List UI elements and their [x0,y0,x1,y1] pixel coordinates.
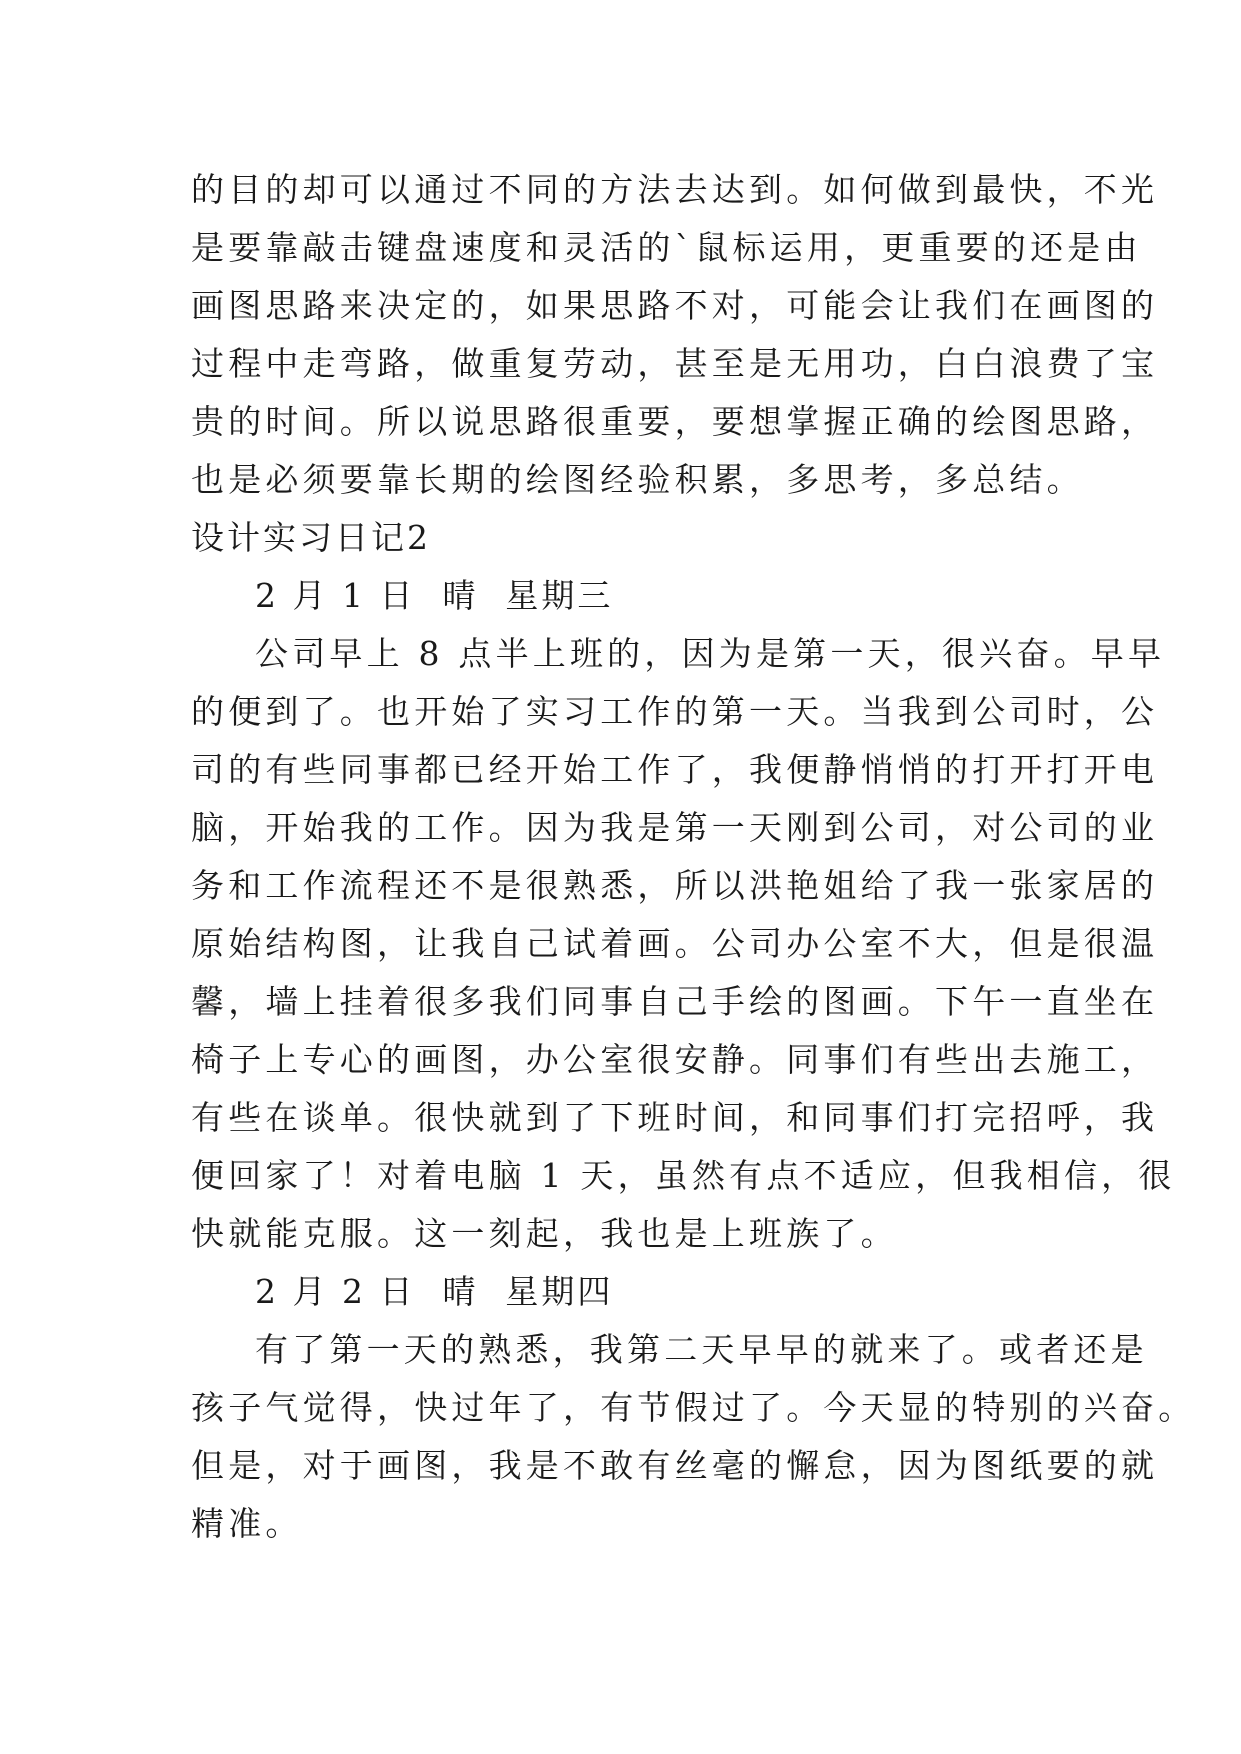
text-line: 过程中走弯路，做重复劳动，甚至是无用功，白白浪费了宝 [191,344,1159,383]
text-line: 孩子气觉得，快过年了，有节假过了。今天显的特别的兴奋。 [191,1388,1196,1427]
text-line: 公司早上 8 点半上班的，因为是第一天，很兴奋。早早 [255,634,1166,673]
text-line: 但是，对于画图，我是不敢有丝毫的懈怠，因为图纸要的就 [191,1446,1159,1485]
text-line: 的便到了。也开始了实习工作的第一天。当我到公司时，公 [191,692,1159,731]
text-line: 有些在谈单。很快就到了下班时间，和同事们打完招呼，我 [191,1098,1159,1137]
text-line: 画图思路来决定的，如果思路不对，可能会让我们在画图的 [191,286,1159,325]
section-heading: 设计实习日记2 [191,518,431,557]
text-line: 精准。 [191,1504,303,1543]
text-line: 贵的时间。所以说思路很重要，要想掌握正确的绘图思路， [191,402,1159,441]
document-body [191,161,1196,1553]
text-line: 的目的却可以通过不同的方法去达到。如何做到最快，不光 [191,170,1159,209]
text-line: 有了第一天的熟悉，我第二天早早的就来了。或者还是 [255,1330,1148,1369]
text-line: 原始结构图，让我自己试着画。公司办公室不大，但是很温 [191,924,1159,963]
text-line: 快就能克服。这一刻起，我也是上班族了。 [191,1214,898,1253]
text-line: 务和工作流程还不是很熟悉，所以洪艳姐给了我一张家居的 [191,866,1159,905]
text-line: 也是必须要靠长期的绘图经验积累，多思考，多总结。 [191,460,1084,499]
text-line: 椅子上专心的画图，办公室很安静。同事们有些出去施工， [191,1040,1159,1079]
text-line: 脑，开始我的工作。因为我是第一天刚到公司，对公司的业 [191,808,1159,847]
diary-date: 2 月 1 日 晴 星期三 [255,576,614,615]
diary-date: 2 月 2 日 晴 星期四 [255,1272,614,1311]
text-line: 司的有些同事都已经开始工作了，我便静悄悄的打开打开电 [191,750,1159,789]
text-line: 便回家了！对着电脑 1 天，虽然有点不适应，但我相信，很 [191,1156,1176,1195]
text-line: 馨，墙上挂着很多我们同事自己手绘的图画。下午一直坐在 [191,982,1159,1021]
text-line: 是要靠敲击键盘速度和灵活的`鼠标运用，更重要的还是由 [191,228,1142,267]
